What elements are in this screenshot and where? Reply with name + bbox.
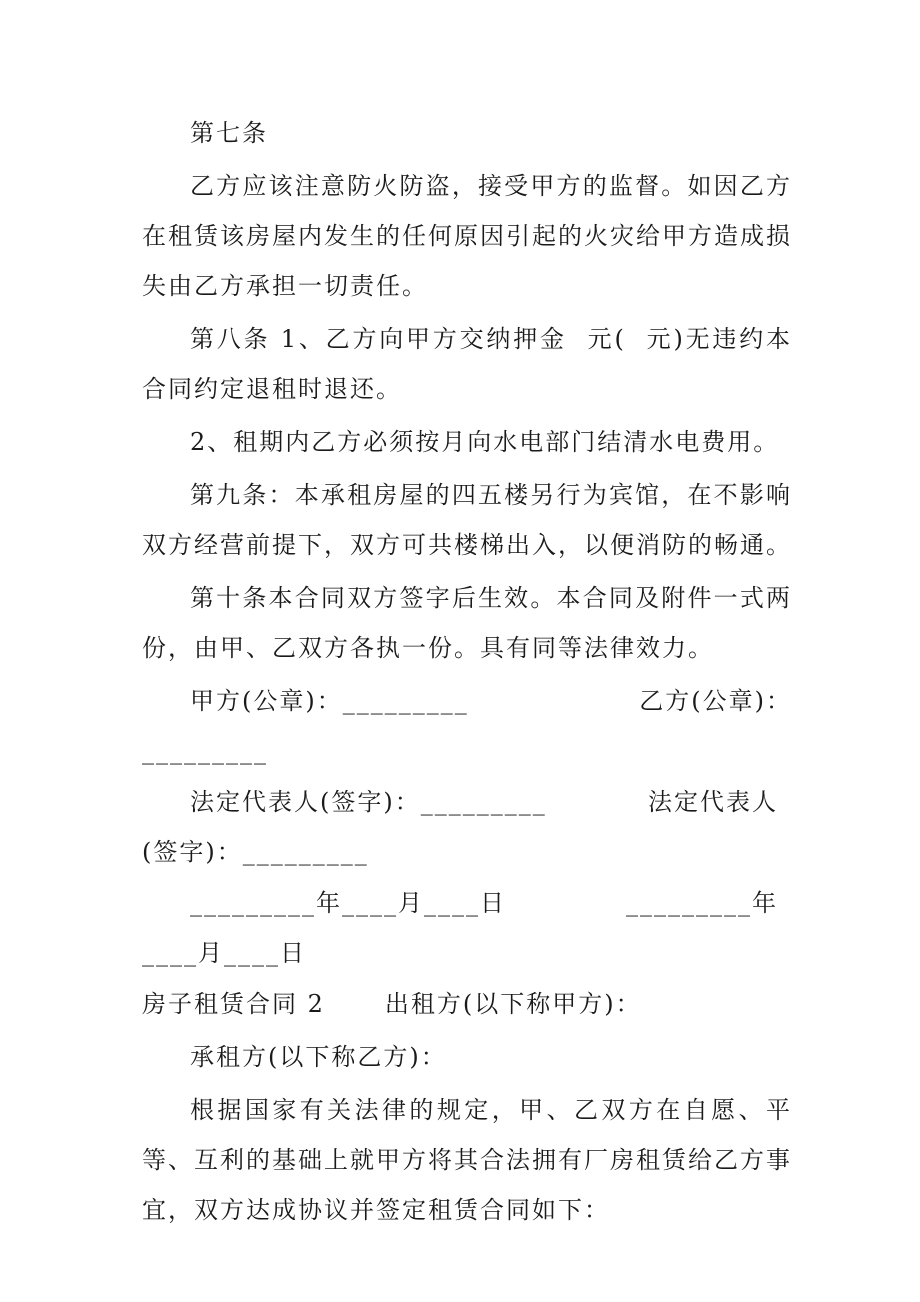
rep-b-signature: 法定代表人	[648, 788, 778, 816]
article-9: 第九条：本承租房屋的四五楼另行为宾馆，在不影响双方经营前提下，双方可共楼梯出入，以便消防的畅通。	[142, 481, 792, 559]
lessor-line: 出租方(以下称甲方)：	[384, 990, 642, 1018]
date-row	[142, 878, 792, 928]
intro-paragraph: 根据国家有关法律的规定，甲、乙双方在自愿、平等、互利的基础上就甲方将其合法拥有厂房租赁给乙方事宜，双方达成协议并签定租赁合同如下：	[142, 1096, 792, 1224]
contract-2-header	[142, 979, 792, 1029]
date-a: _________年____月____日	[190, 889, 506, 917]
party-a-seal: 甲方(公章)：_________	[190, 687, 469, 715]
representative-row	[142, 777, 792, 827]
contract-2-title: 房子租赁合同 2	[142, 990, 325, 1018]
rep-a-signature: 法定代表人(签字)：_________	[190, 788, 547, 816]
party-b-seal-line: _________	[142, 737, 268, 765]
seal-row	[142, 676, 792, 726]
party-b-seal: 乙方(公章)：	[639, 687, 792, 715]
article-8-clause-1: 第八条 1、乙方向甲方交纳押金 元( 元)无违约本合同约定退租时退还。	[142, 325, 792, 403]
article-10: 第十条本合同双方签字后生效。本合同及附件一式两份，由甲、乙双方各执一份。具有同等法律效力。	[142, 584, 792, 662]
rep-b-signature-cont: (签字)：_________	[142, 838, 369, 866]
article-7-body: 乙方应该注意防火防盗，接受甲方的监督。如因乙方在租赁该房屋内发生的任何原因引起的火灾给甲方造成损失由乙方承担一切责任。	[142, 172, 792, 300]
document-page	[142, 108, 792, 1238]
lessee-line: 承租方(以下称乙方)：	[190, 1043, 447, 1071]
article-7-title: 第七条	[190, 119, 268, 147]
article-8-clause-2: 2、租期内乙方必须按月向水电部门结清水电费用。	[190, 428, 780, 456]
date-b: _________年	[626, 889, 778, 917]
date-b-cont: ____月____日	[142, 939, 306, 967]
